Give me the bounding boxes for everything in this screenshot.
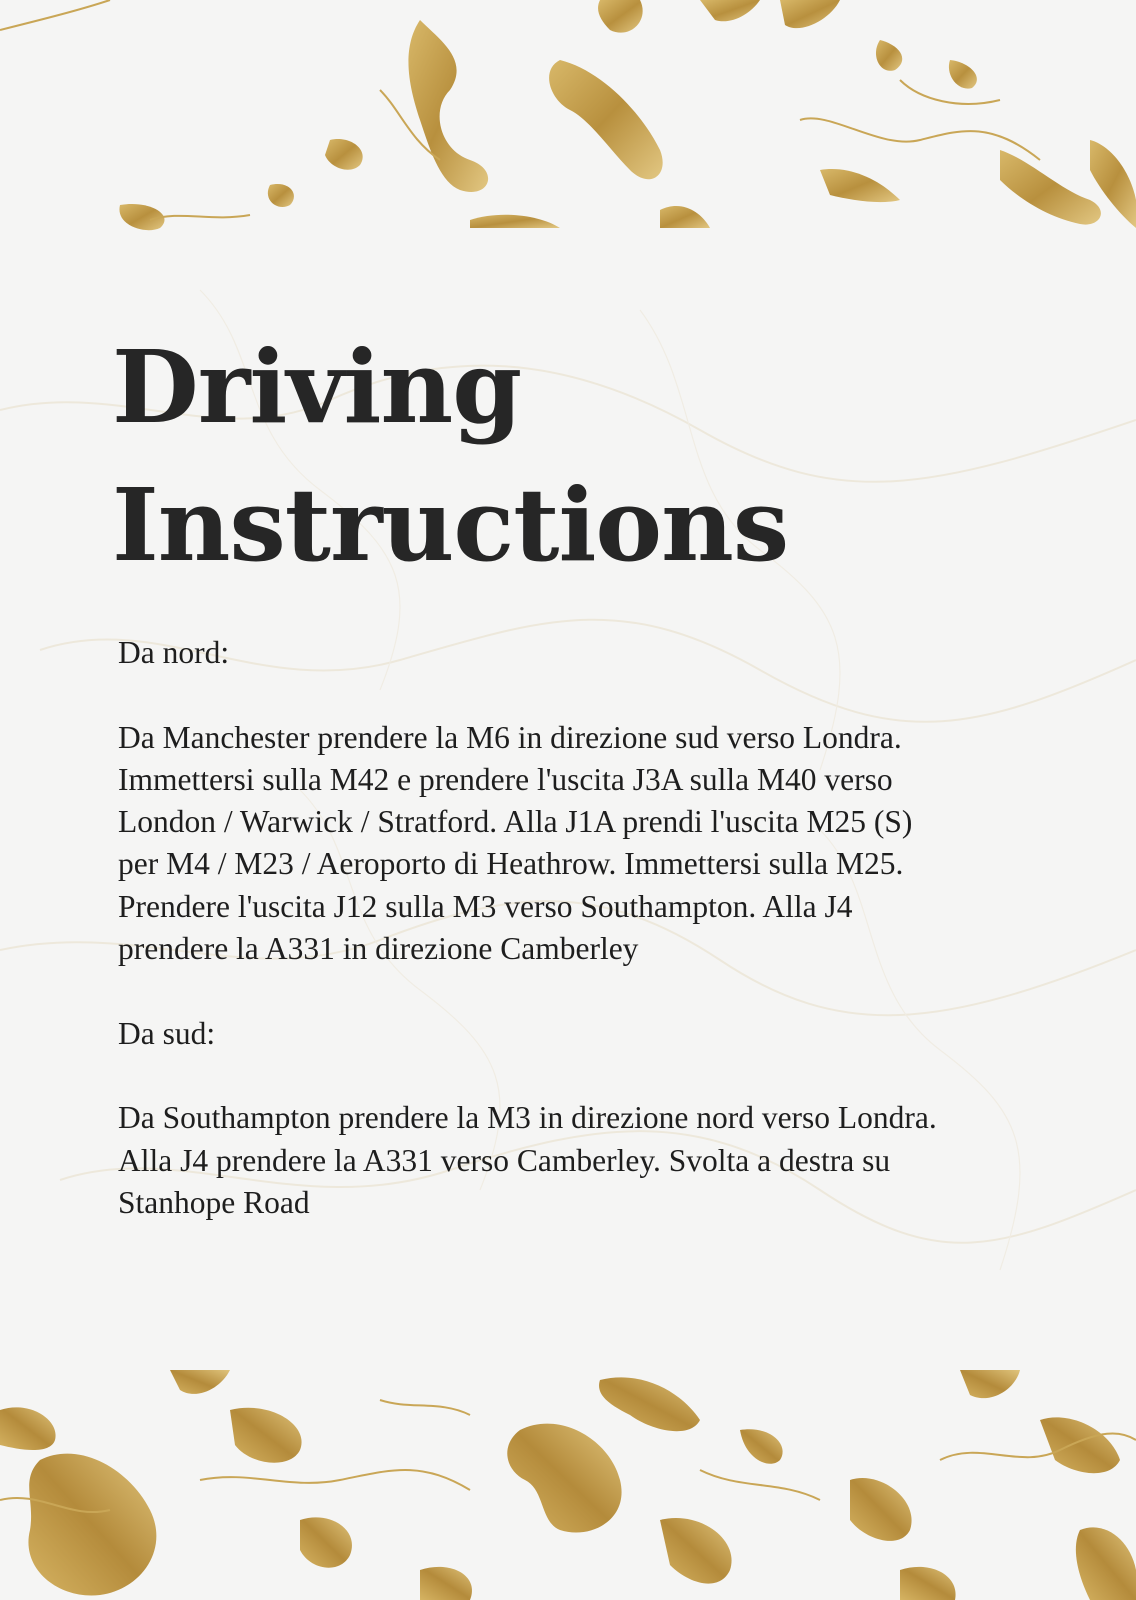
- section-heading-north: Da nord:: [118, 635, 230, 670]
- gold-marble-top-decoration: [0, 0, 1136, 240]
- gold-marble-bottom-decoration: [0, 1370, 1136, 1600]
- section-heading-south: Da sud:: [118, 1015, 216, 1051]
- directions-body: [118, 632, 938, 1224]
- paragraph-spacer: [118, 1055, 938, 1097]
- title-line-1: Driving: [112, 328, 522, 446]
- page-title: [112, 318, 788, 594]
- section-text-north: Da Manchester prendere la M6 in direzione sud verso Londra. Immettersi sulla M42 e prendere l'uscita J3A sulla M40 verso London / Warwick / Stratford. Alla J1A prendi l'uscita M25 (S) per M4 / M23 / Aeroporto di Heathrow. Immettersi sulla M25. Prendere l'uscita J12 sulla M3 verso Southampton. Alla J4 prendere la A331 in direzione Camberley: [118, 719, 913, 967]
- title-line-2: Instructions: [112, 466, 789, 584]
- section-text-south: Da Southampton prendere la M3 in direzione nord verso Londra. Alla J4 prendere la A331 verso Camberley. Svolta a destra su Stanhope Road: [118, 1100, 937, 1220]
- paragraph-spacer: [118, 970, 938, 1012]
- paragraph-spacer: [118, 674, 938, 716]
